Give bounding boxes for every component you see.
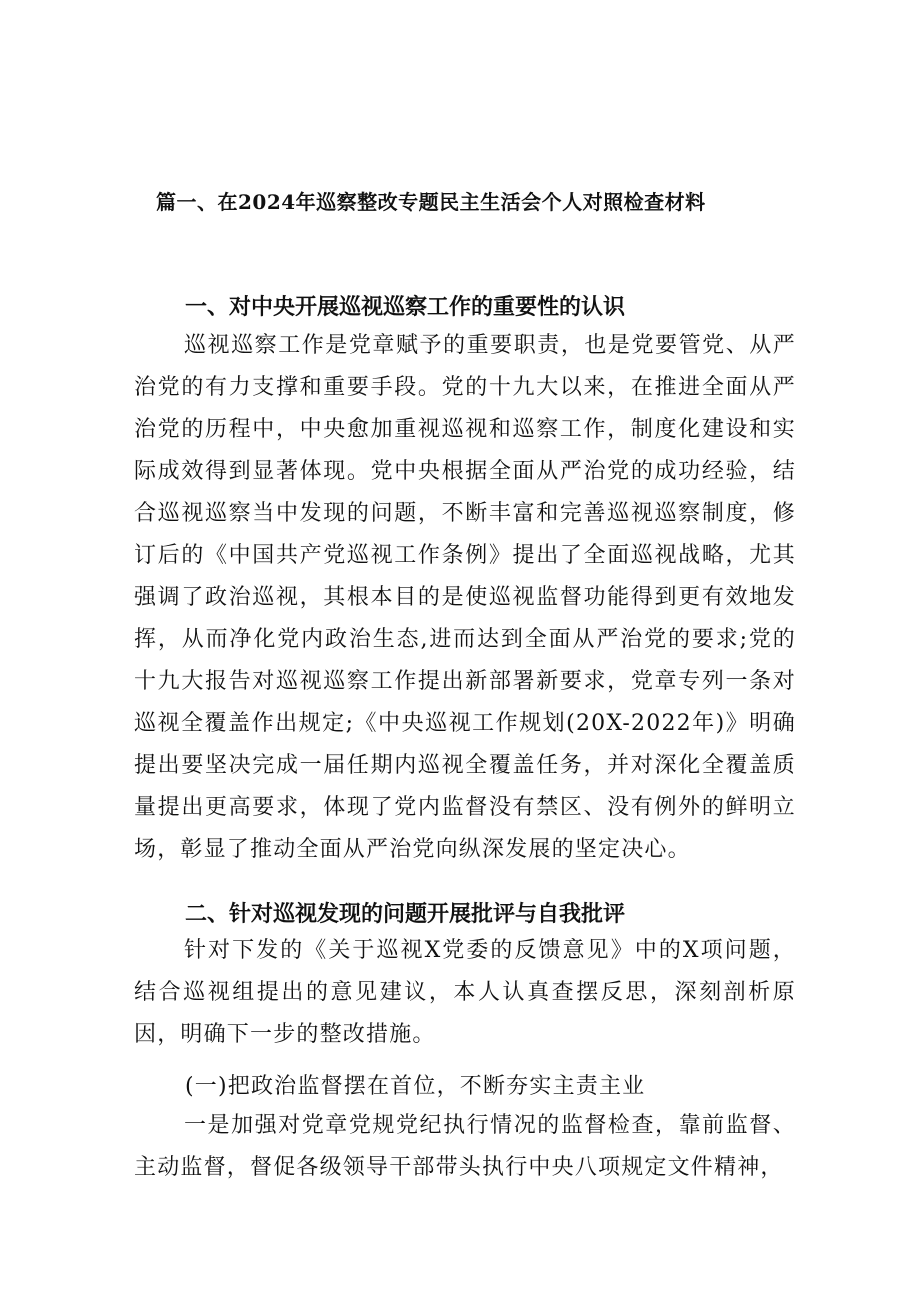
subsection-1-paragraph: 一是加强对党章党规党纪执行情况的监督检查，靠前监督、主动监督，督促各级领导干部带头执行中央八项规定文件精神， — [134, 1113, 796, 1180]
document-title: 篇一、在2024年巡察整改专题民主生活会个人对照检查材料 — [156, 190, 706, 214]
subsection-1-heading: (一)把政治监督摆在首位，不断夯实主责主业 — [185, 1074, 646, 1099]
section-1-heading: 一、对中央开展巡视巡察工作的重要性的认识 — [185, 294, 626, 320]
section-1-paragraph: 巡视巡察工作是党章赋予的重要职责，也是党要管党、从严治党的有力支撑和重要手段。党的十九大以来，在推进全面从严治党的历程中，中央愈加重视巡视和巡察工作，制度化建设和实际成效得到显著体现。党中央根据全面从严治党的成功经验，结合巡视巡察当中发现的问题，不断丰富和完善巡视巡察制度，修订后的《中国共产党巡视工作条例》提出了全面巡视战略，尤其强调了政治巡视，其根本目的是使巡视监督功能得到更有效地发挥，从而净化党内政治生态,进而达到全面从严治党的要求;党的十九大报告对巡视巡察工作提出新部署新要求，党章专列一条对巡视全覆盖作出规定;《中央巡视工作规划(20X-2022年)》明确提出要坚决完成一届任期内巡视全覆盖任务，并对深化全覆盖质量提出更高要求，体现了党内监督没有禁区、没有例外的鲜明立场，彰显了推动全面从严治党向纵深发展的坚定决心。 — [134, 333, 796, 862]
section-2-paragraph: 针对下发的《关于巡视X党委的反馈意见》中的X项问题，结合巡视组提出的意见建议，本人认真查摆反思，深刻剖析原因，明确下一步的整改措施。 — [134, 938, 796, 1047]
section-2-heading: 二、针对巡视发现的问题开展批评与自我批评 — [185, 901, 626, 927]
